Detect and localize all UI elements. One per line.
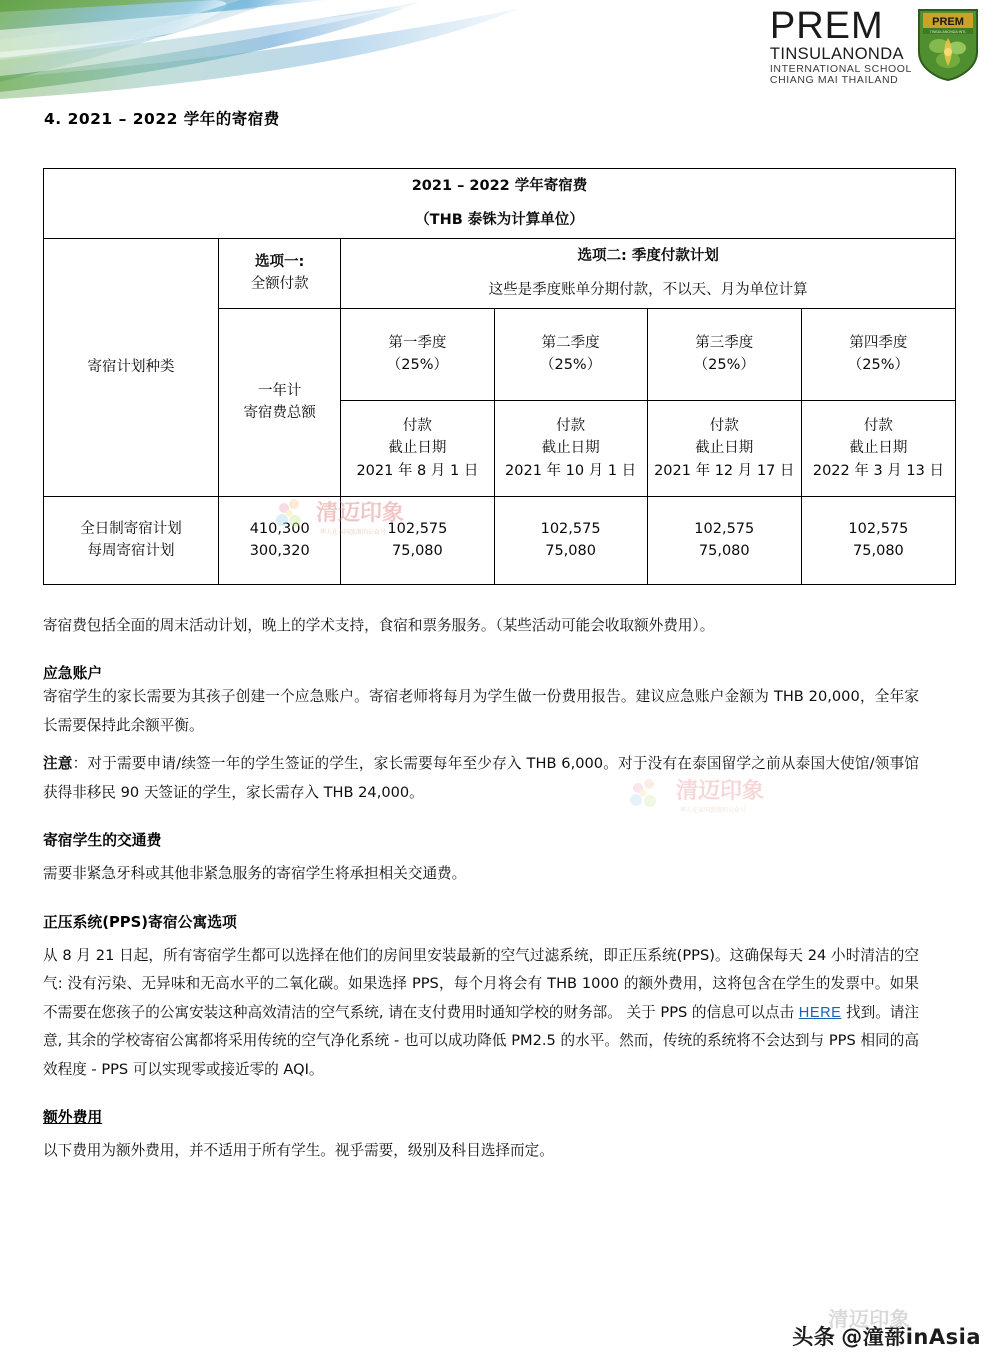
q4-fee-cell	[801, 496, 955, 584]
table-row-subtitle	[44, 203, 956, 238]
logo-subtitle-line1: INTERNATIONAL SCHOOL	[769, 62, 912, 75]
document-body	[43, 612, 919, 1165]
attribution-platform: 头条	[792, 1325, 836, 1349]
option1-label: 选项一:	[255, 253, 305, 270]
channel-attribution	[792, 1307, 981, 1351]
note-label: 注意	[43, 755, 73, 773]
quarter-pct-2: （25%）	[539, 357, 602, 374]
q2-fee-fulltime: 102,575	[540, 520, 601, 537]
extra-fees-paragraph: 以下费用为额外费用，并不适用于所有学生。视乎需要，级别及科目选择而定。	[43, 1141, 554, 1159]
due-date-cell-3	[647, 400, 801, 496]
due-label2-1: 截止日期	[388, 440, 447, 457]
quarter-header-4	[801, 308, 955, 400]
plan-names-cell	[44, 496, 219, 584]
boarding-fee-table-container	[43, 168, 956, 585]
q3-fee-fulltime: 102,575	[694, 520, 755, 537]
svg-text:PREM: PREM	[932, 16, 964, 28]
transport-paragraph: 需要非紧急牙科或其他非紧急服务的寄宿学生将承担相关交通费。	[43, 865, 467, 883]
annual-fee-weekly: 300,320	[249, 543, 310, 560]
due-date-cell-2	[494, 400, 647, 496]
q3-fee-cell	[647, 496, 801, 584]
option1-header-cell	[219, 238, 341, 308]
option1-annual-line1: 一年计	[257, 382, 302, 399]
pps-paragraph	[43, 942, 919, 1084]
table-row-title	[44, 169, 956, 204]
q1-fee-cell	[341, 496, 494, 584]
q4-fee-weekly: 75,080	[853, 543, 904, 560]
due-label-2: 付款	[556, 417, 586, 434]
svg-text:华人在泰国旅游的公众号: 华人在泰国旅游的公众号	[320, 529, 387, 536]
note-body: ：对于需要申请/续签一年的学生签证的学生，家长需要每年至少存入 THB 6,000。对于没有在泰国留学之前从泰国大使馆/领事馆获得非移民 90 天签证的学生，家长需存入 THB 24,000。	[43, 755, 919, 801]
due-label2-2: 截止日期	[541, 440, 600, 457]
due-label2-3: 截止日期	[695, 440, 754, 457]
q4-fee-fulltime: 102,575	[848, 520, 909, 537]
q3-fee-weekly: 75,080	[698, 543, 750, 560]
due-date-cell-4	[801, 400, 955, 496]
here-link[interactable]: HERE	[798, 1004, 842, 1021]
quarter-name-1: 第一季度	[388, 334, 447, 351]
heading-transport-fees: 寄宿学生的交通费	[43, 832, 162, 850]
plan-name-weekly: 每周寄宿计划	[87, 543, 175, 560]
annual-fee-cell	[219, 496, 341, 584]
svg-text:清迈印象: 清迈印象	[316, 501, 405, 526]
pps-text-part1: 从 8 月 21 日起，所有寄宿学生都可以选择在他们的房间里安装最新的空气过滤系统，即正压系统(PPS)。这确保每天 24 小时清洁的空气: 没有污染、无异味和无高水平的二氧化碳。如果选择 PPS，每个月将会有 THB 1000 的额外费用，这将包含在学生的发票中。如果不需要在您孩子的公寓安装这种高效清洁的空气系统, 请在支付费用时通知学校的财务部。 关于 PPS 的信息可以点击	[43, 946, 919, 1021]
logo-subtitle-line2: CHIANG MAI THAILAND	[769, 74, 899, 87]
q1-fee-fulltime: 102,575	[387, 520, 448, 537]
emergency-account-note	[43, 750, 919, 807]
due-label-1: 付款	[402, 417, 432, 434]
quarter-header-1	[341, 308, 494, 400]
due-date-cell-1	[341, 400, 494, 496]
pps-text-part2: 找到。请注意, 其余的学校寄宿公寓都将采用传统的空气净化系统 - 也可以成功降低 PM2.5 的水平。然而，传统的系统将不会达到与 PPS 相同的高效程度 - PPS 可以实现零或接近零的 AQI。	[43, 1003, 920, 1078]
option1-annual-line2: 寄宿费总额	[243, 405, 316, 422]
intro-paragraph: 寄宿费包括全面的周末活动计划，晚上的学术支持，食宿和票务服务。（某些活动可能会收取额外费用）。	[43, 617, 715, 634]
due-date-1: 2021 年 8 月 1 日	[356, 462, 479, 479]
due-label-3: 付款	[709, 417, 739, 434]
q2-fee-cell	[494, 496, 647, 584]
attribution-ghost-watermark: 清迈印象	[828, 1307, 911, 1331]
logo-wordmark	[769, 5, 912, 87]
quarter-name-3: 第三季度	[695, 334, 754, 351]
option2-header-cell: 选项二: 季度付款计划	[341, 238, 956, 273]
due-date-3: 2021 年 12 月 17 日	[654, 462, 795, 479]
quarter-pct-1: （25%）	[386, 357, 449, 374]
option1-annual-cell	[219, 308, 341, 496]
option1-value: 全额付款	[250, 276, 309, 293]
page-section-heading: 4. 2021 – 2022 学年的寄宿费	[44, 110, 280, 128]
heading-emergency-account: 应急账户	[43, 665, 103, 683]
due-label2-4: 截止日期	[849, 440, 908, 457]
heading-extra-fees: 额外费用	[43, 1108, 103, 1126]
heading-pps-option: 正压系统(PPS)寄宿公寓选项	[43, 913, 237, 931]
due-label-4: 付款	[863, 417, 893, 434]
logo-brand-text: PREM	[769, 5, 884, 47]
table-row-option2-header	[44, 238, 956, 273]
quarter-name-4: 第四季度	[849, 334, 908, 351]
svg-text:TINSULANONDA INTL: TINSULANONDA INTL	[929, 30, 967, 34]
svg-text:清迈印象: 清迈印象	[676, 779, 765, 804]
q2-fee-weekly: 75,080	[545, 543, 596, 560]
emergency-account-paragraph: 寄宿学生的家长需要为其孩子创建一个应急账户。寄宿老师将每月为学生做一份费用报告。建议应急账户金额为 THB 20,000，全年家长需要保持此余额平衡。	[43, 688, 919, 734]
school-logo	[769, 5, 979, 87]
option2-note-cell: 这些是季度账单分期付款，不以天、月为单位计算	[341, 273, 956, 308]
table-title: 2021 – 2022 学年寄宿费	[44, 169, 956, 204]
boarding-fee-table	[43, 168, 956, 585]
logo-name-text: TINSULANONDA	[769, 45, 904, 64]
due-date-2: 2021 年 10 月 1 日	[505, 462, 637, 479]
plan-type-header-cell: 寄宿计划种类	[44, 238, 219, 496]
plan-name-fulltime: 全日制寄宿计划	[80, 520, 182, 537]
quarter-header-3	[647, 308, 801, 400]
due-date-4: 2022 年 3 月 13 日	[812, 462, 944, 479]
annual-fee-fulltime: 410,300	[249, 520, 310, 537]
quarter-pct-3: （25%）	[693, 357, 755, 374]
attribution-handle: @潼蔀inAsia	[841, 1325, 981, 1349]
quarter-pct-4: （25%）	[847, 357, 910, 374]
svg-text:华人在泰国旅游的公众号: 华人在泰国旅游的公众号	[680, 807, 747, 814]
quarter-name-2: 第二季度	[541, 334, 600, 351]
table-row-fees	[44, 496, 956, 584]
q1-fee-weekly: 75,080	[392, 543, 443, 560]
quarter-header-2	[494, 308, 647, 400]
school-crest-icon	[917, 8, 979, 82]
table-subtitle: （THB 泰铢为计算单位）	[44, 203, 956, 238]
